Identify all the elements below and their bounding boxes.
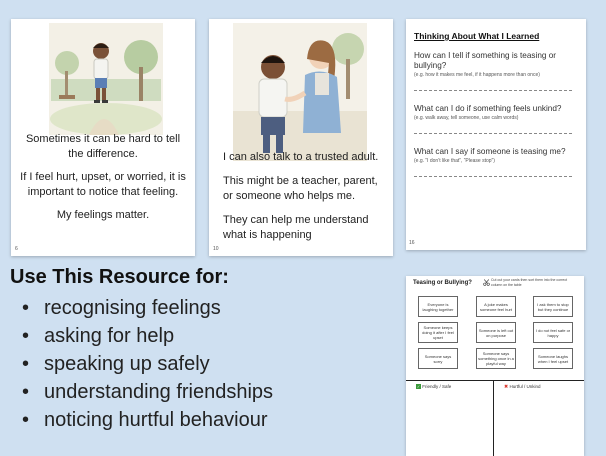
activity-instruction: Cut out your cards then sort them into the correct column on the table xyxy=(491,278,568,287)
sorting-card: I ask them to stop but they continue xyxy=(533,296,573,317)
page2-line-2: This might be a teacher, parent, or someone who helps me. xyxy=(223,175,378,202)
sorting-card: Someone laughs when I feel upset xyxy=(533,348,573,369)
scissors-icon xyxy=(483,279,490,286)
page1-line-2: If I feel hurt, upset, or worried, it is important to notice that feeling. xyxy=(20,171,186,198)
check-icon: ✓ xyxy=(416,384,421,390)
sorting-card: I do not feel safe or happy xyxy=(533,322,573,343)
page-number: 10 xyxy=(213,246,219,252)
sorting-card: Someone says something once in a playful way xyxy=(476,348,516,369)
answer-line xyxy=(414,121,572,134)
column-label: Hurtful / Unkind xyxy=(509,384,541,390)
page-thumbnail-reflection xyxy=(406,19,586,250)
page-thumbnail-sorting-activity xyxy=(406,276,584,456)
question-example: (e.g. walk away, tell someone, use calm words) xyxy=(414,115,519,121)
page-number: 16 xyxy=(409,240,415,246)
question-block xyxy=(414,104,578,134)
resource-uses-heading: Use This Resource for: xyxy=(10,266,229,288)
column-friendly-safe xyxy=(406,381,494,456)
question-example: (e.g. how it makes me feel, if it happens more than once) xyxy=(414,72,540,78)
sorting-card: Someone is left out on purpose xyxy=(476,322,516,343)
question-block xyxy=(414,147,578,177)
answer-line xyxy=(414,78,572,91)
resource-uses-list xyxy=(22,294,273,434)
page2-line-3: They can help me understand what is happening xyxy=(223,214,369,241)
list-item: • recognising feelings xyxy=(22,294,273,322)
page-thumbnail-trusted-adult xyxy=(209,19,393,256)
question-text: What can I say if someone is teasing me? xyxy=(414,147,566,156)
list-item: • speaking up safely xyxy=(22,350,273,378)
page2-line-1: I can also talk to a trusted adult. xyxy=(223,151,379,163)
page1-line-3: My feelings matter. xyxy=(56,209,150,221)
question-block xyxy=(414,51,578,91)
page1-line-1: Sometimes it can be hard to tell the difference. xyxy=(25,133,181,160)
list-item: • asking for help xyxy=(22,322,273,350)
page-thumbnail-feelings xyxy=(11,19,195,256)
boy-and-adult-illustration xyxy=(233,23,367,161)
sorting-card: Everyone is laughing together xyxy=(418,296,458,317)
list-item: • noticing hurtful behaviour xyxy=(22,406,273,434)
cross-icon: ✖ xyxy=(504,384,509,390)
sorting-card: Someone says sorry xyxy=(418,348,458,369)
list-item: • understanding friendships xyxy=(22,378,273,406)
sorting-card: Someone keeps doing it after I feel upset xyxy=(418,322,458,343)
page-number: 6 xyxy=(15,246,18,252)
question-text: What can I do if something feels unkind? xyxy=(414,104,562,113)
sorting-table xyxy=(406,380,584,456)
column-label: Friendly / Safe xyxy=(422,384,452,389)
reflection-title: Thinking About What I Learned xyxy=(414,31,540,41)
sorting-card: A joke makes someone feel hurt xyxy=(476,296,516,317)
question-example: (e.g. “I don’t like that”, “Please stop”) xyxy=(414,158,495,164)
boy-in-park-illustration xyxy=(49,23,163,135)
activity-title: Teasing or Bullying? xyxy=(413,280,472,286)
column-hurtful-unkind xyxy=(494,381,584,456)
question-text: How can I tell if something is teasing or bullying? xyxy=(414,51,556,70)
answer-line xyxy=(414,164,572,177)
